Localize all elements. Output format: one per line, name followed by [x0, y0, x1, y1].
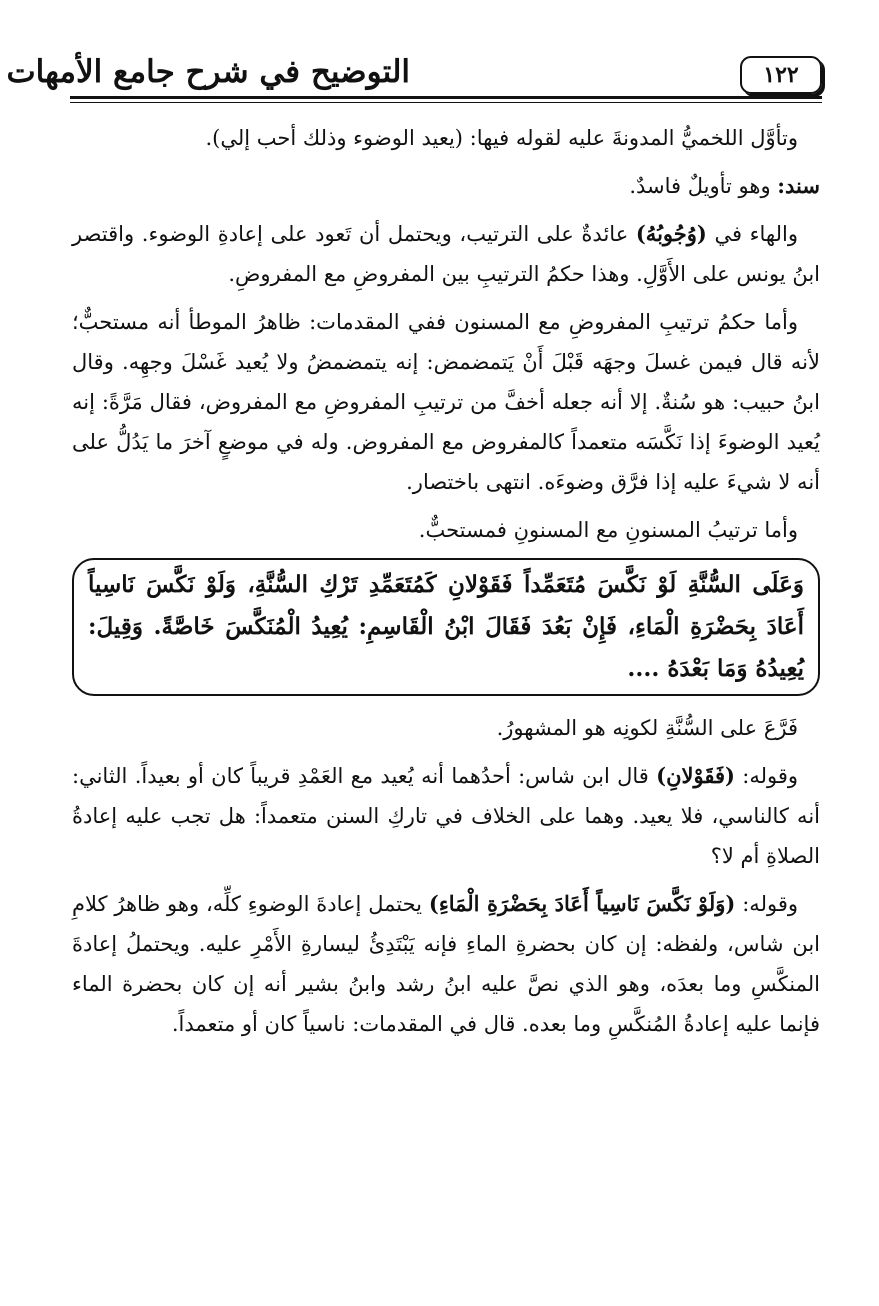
paragraph-text: قال ابن شاس: أحدُهما أنه يُعيد مع العَمْدِ قريباً كان أو بعيداً. الثاني: أنه كالناسي، فلا يعيد. وهما على الخلاف في تاركِ السنن متعمداً: هل تجب عليه إعادةُ الصلاةِ أم لا؟ [72, 764, 820, 868]
paragraph [72, 302, 820, 502]
matn-text: وَعَلَى السُّنَّةِ لَوْ نَكَّسَ مُتَعَمِّداً فَقَوْلانِ كَمُتَعَمِّدِ تَرْكِ السُّنَّةِ، وَلَوْ نَكَّسَ نَاسِياً أَعَادَ بِحَضْرَةِ الْمَاءِ، فَإِنْ بَعُدَ فَقَالَ ابْنُ الْقَاسِمِ: يُعِيدُ الْمُنَكَّسَ خَاصَّةً. وَقِيلَ: يُعِيدُهُ وَمَا بَعْدَهُ .... [88, 571, 804, 682]
paragraph [72, 118, 820, 158]
matn-text-box [72, 558, 820, 696]
quoted-term: (وَلَوْ نَكَّسَ نَاسِياً أَعَادَ بِحَضْرَةِ الْمَاءِ) [428, 891, 736, 916]
paragraph-text: وتأوَّل اللخميُّ المدونةَ عليه لقوله فيها: (يعيد الوضوء وذلك أحب إلي). [205, 126, 798, 150]
paragraph-text: فَرَّعَ على السُّنَّةِ لكونِه هو المشهورُ. [496, 716, 798, 740]
page-number: ١٢٢ [740, 56, 822, 94]
paragraph-text: وأما حكمُ ترتيبِ المفروضِ مع المسنون ففي المقدمات: ظاهرُ الموطأ أنه مستحبٌّ؛ لأنه قال فيمن غسلَ وجهَه قَبْلَ أَنْ يَتمضمض: إنه يتمضمضُ ولا يُعيد غَسْلَ وجهِه. وقال ابنُ حبيب: هو سُنةٌ. إلا أنه جعله أخفَّ من ترتيبِ المفروضِ مع المفروض، فقال مَرَّةً: إنه يُعيد الوضوءَ إذا نَكَّسَه متعمداً كالمفروض مع المفروض. وله في موضعٍ آخرَ ما يَدُلُّ على أنه لا شيءَ عليه إذا فرَّق وضوءَه. انتهى باختصار. [72, 310, 820, 494]
paragraph [72, 214, 820, 294]
paragraph [72, 884, 820, 1044]
paragraph [72, 510, 820, 550]
quoted-term: (وُجُوبُهُ) [635, 221, 707, 246]
paragraph [72, 756, 820, 876]
page-body [72, 118, 820, 1052]
header-rule-thin [70, 102, 822, 103]
paragraph-text: وهو تأويلٌ فاسدٌ. [629, 174, 778, 198]
paragraph [72, 708, 820, 748]
speaker-label: سند: [777, 173, 820, 198]
header-rule [70, 96, 822, 99]
page-header [6, 52, 822, 106]
paragraph-text: وقوله: [734, 764, 799, 788]
paragraph [72, 166, 820, 206]
paragraph-text: وأما ترتيبُ المسنونِ مع المسنونِ فمستحبٌّ. [418, 518, 798, 542]
paragraph-text: وقوله: [735, 892, 798, 916]
paragraph-text: عائدةٌ على الترتيب، ويحتمل أن تَعود على إعادةِ الوضوء. واقتصر ابنُ يونس على الأَوَّلِ. وهذا حكمُ الترتيبِ بين المفروضِ مع المفروضِ. [72, 222, 820, 286]
quoted-term: (فَقَوْلانِ) [656, 763, 735, 788]
paragraph-text: والهاء في [706, 222, 798, 246]
paragraph-text: يحتمل إعادةَ الوضوءِ كلِّه، وهو ظاهرُ كلامِ ابن شاس، ولفظه: إن كان بحضرةِ الماءِ فإنه يَبْتَدِئُ ليسارةِ الأَمْرِ عليه. ويحتملُ إعادةَ المنكَّسِ وما بعدَه، وهو الذي نصَّ عليه ابنُ رشد وابنُ بشير أنه إن كان بحضرة الماء فإنما عليه إعادةُ المُنكَّسِ وما بعده. قال في المقدمات: ناسياً كان أو متعمداً. [72, 892, 820, 1036]
running-title: التوضيح في شرح جامع الأمهات [6, 54, 410, 90]
